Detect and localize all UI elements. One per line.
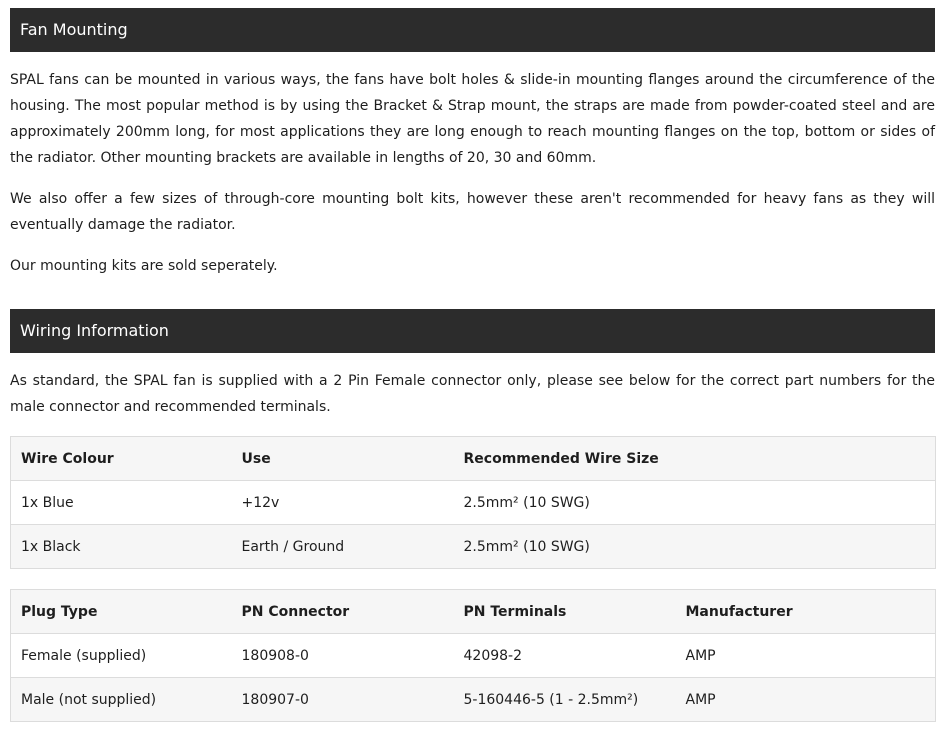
table-header-cell: PN Terminals — [454, 590, 676, 634]
table-cell — [676, 525, 936, 569]
table-header-row — [11, 590, 936, 634]
fan-mounting-paragraph-3: Our mounting kits are sold seperately. — [10, 258, 278, 274]
table-row — [11, 481, 936, 525]
table-header-cell: Wire Colour — [11, 437, 232, 481]
table-header-cell: PN Connector — [232, 590, 454, 634]
table-cell — [676, 481, 936, 525]
table-header-cell: Plug Type — [11, 590, 232, 634]
fan-mounting-paragraph-1: SPAL fans can be mounted in various ways, the fans have bolt holes & slide-in mounting flanges around the circumference of the housing. The most popular method is by using the Bracket & Strap mount, the straps are made from powder-coated steel and are approximately 200mm long, for most applications they are long enough to reach mounting flanges on the top, bottom or sides of the radiator. Other mounting brackets are available in lengths of 20, 30 and 60mm. — [10, 72, 935, 166]
table-cell: AMP — [676, 678, 936, 722]
table-cell: 2.5mm² (10 SWG) — [454, 481, 676, 525]
table-cell: Earth / Ground — [232, 525, 454, 569]
table-header-row — [11, 437, 936, 481]
table-row — [11, 634, 936, 678]
table-header-cell — [676, 437, 936, 481]
table-cell: 5-160446-5 (1 - 2.5mm²) — [454, 678, 676, 722]
table-header-cell: Recommended Wire Size — [454, 437, 676, 481]
wire-colour-table — [10, 436, 936, 569]
table-cell: Female (supplied) — [11, 634, 232, 678]
plug-type-table — [10, 589, 936, 722]
table-header-cell: Use — [232, 437, 454, 481]
fan-mounting-paragraph-2: We also offer a few sizes of through-core mounting bolt kits, however these aren't recommended for heavy fans as they will eventually damage the radiator. — [10, 191, 935, 233]
table-cell: 1x Black — [11, 525, 232, 569]
wiring-intro-paragraph: As standard, the SPAL fan is supplied with a 2 Pin Female connector only, please see below for the correct part numbers for the male connector and recommended terminals. — [10, 373, 935, 415]
table-header-cell: Manufacturer — [676, 590, 936, 634]
table-cell: 2.5mm² (10 SWG) — [454, 525, 676, 569]
table-cell: 180908-0 — [232, 634, 454, 678]
table-cell: 1x Blue — [11, 481, 232, 525]
table-cell: 180907-0 — [232, 678, 454, 722]
table-cell: AMP — [676, 634, 936, 678]
table-cell: 42098-2 — [454, 634, 676, 678]
fan-mounting-heading: Fan Mounting — [10, 8, 935, 52]
table-cell: Male (not supplied) — [11, 678, 232, 722]
page-content — [10, 8, 935, 722]
wiring-information-heading: Wiring Information — [10, 309, 935, 353]
table-row — [11, 525, 936, 569]
table-row — [11, 678, 936, 722]
table-cell: +12v — [232, 481, 454, 525]
